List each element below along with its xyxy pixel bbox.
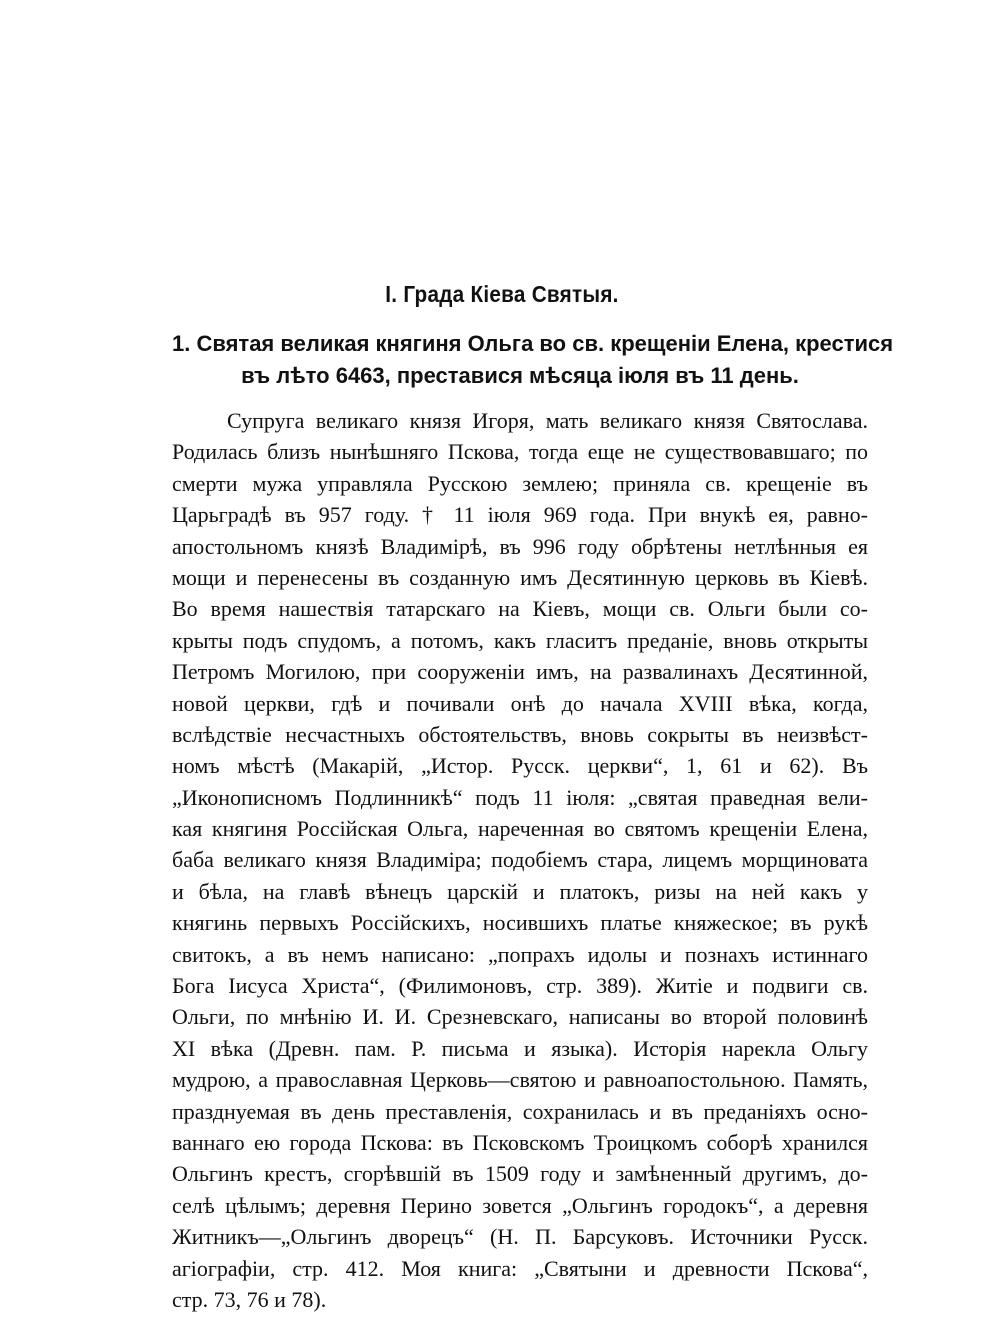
body-line: Ольгинъ крестъ, сгорѣвшій въ 1509 году и замѣненный другимъ, до- — [172, 1161, 868, 1187]
entry-heading-line-1: 1. Святая великая княгиня Ольга во св. крещеніи Елена, крестися — [172, 331, 894, 356]
body-line: баба великаго князя Владиміра; подобіемъ стара, лицемъ морщиновата — [172, 847, 868, 873]
body-line: и бѣла, на главѣ вѣнецъ царскій и платокъ, ризы на ней какъ у — [172, 878, 868, 904]
body-line: крыты подъ спудомъ, а потомъ, какъ гласитъ преданіе, вновь открыты — [172, 627, 868, 653]
body-line: агіографіи, стр. 412. Моя книга: „Святыни и древности Пскова“, — [172, 1255, 868, 1281]
body-line: Во время нашествія татарскаго на Кіевъ, мощи св. Ольги были со- — [172, 596, 868, 622]
body-line: Петромъ Могилою, при сооруженіи имъ, на развалинахъ Десятинной, — [172, 659, 868, 685]
body-line: мощи и перенесены въ созданную имъ Десятинную церковь въ Кіевѣ. — [172, 564, 868, 590]
body-line: XI вѣка (Древн. пам. Р. письма и языка). Исторія нарекла Ольгу — [172, 1035, 868, 1061]
body-line: „Иконописномъ Подлинникѣ“ подъ 11 іюля: „святая праведная вели- — [172, 784, 868, 810]
body-line: Житникъ—„Ольгинъ дворецъ“ (Н. П. Барсуковъ. Источники Русск. — [172, 1224, 868, 1250]
body-line: Супруга великаго князя Игоря, мать великаго князя Святослава. — [227, 408, 868, 433]
entry-heading — [172, 328, 894, 392]
body-line: кая княгиня Россійская Ольга, нареченная во святомъ крещеніи Елена, — [172, 816, 868, 842]
body-line: княгинь первыхъ Россійскихъ, носившихъ платье княжеское; въ рукѣ — [172, 910, 868, 936]
body-line: новой церкви, гдѣ и почивали онѣ до начала XVIII вѣка, когда, — [172, 690, 868, 716]
body-line: смерти мужа управляла Русскою землею; приняла св. крещеніе въ — [172, 470, 868, 496]
body-line: номъ мѣстѣ (Макарій, „Истор. Русск. церкви“, 1, 61 и 62). Въ — [172, 753, 868, 779]
body-line: ваннаго ею города Пскова: въ Псковскомъ Троицкомъ соборѣ хранился — [172, 1129, 868, 1155]
body-line: апостольномъ князѣ Владимірѣ, въ 996 году обрѣтены нетлѣнныя ея — [172, 533, 868, 559]
entry-body — [172, 405, 868, 1315]
body-line: Родилась близъ нынѣшняго Пскова, тогда еще не существовавшаго; по — [172, 439, 868, 465]
body-line: селѣ цѣлымъ; деревня Перино зовется „Ольгинъ городокъ“, а деревня — [172, 1192, 868, 1218]
body-line: Ольги, по мнѣнію И. И. Срезневскаго, написаны во второй половинѣ — [172, 1004, 868, 1030]
entry-heading-line-2: въ лѣто 6463, преставися мѣсяца іюля въ 11 день. — [241, 363, 799, 388]
body-line: мудрою, а православная Церковь—святою и равноапостольною. Память, — [172, 1067, 868, 1093]
body-line: Царьградѣ въ 957 году. † 11 іюля 969 года. При внукѣ ея, равно- — [172, 502, 868, 528]
body-line: Бога Іисуса Христа“, (Филимоновъ, стр. 389). Житіе и подвиги св. — [172, 973, 868, 999]
body-line: вслѣдствіе несчастныхъ обстоятельствъ, вновь сокрыты въ неизвѣст- — [172, 721, 868, 747]
body-line: празднуемая въ день преставленія, сохранилась и въ преданіяхъ осно- — [172, 1098, 868, 1124]
section-title: I. Града Кіева Святыя. — [385, 281, 619, 307]
body-line: свитокъ, а въ немъ написано: „попрахъ идолы и познахъ истиннаго — [172, 941, 868, 967]
body-line: стр. 73, 76 и 78). — [172, 1286, 327, 1312]
